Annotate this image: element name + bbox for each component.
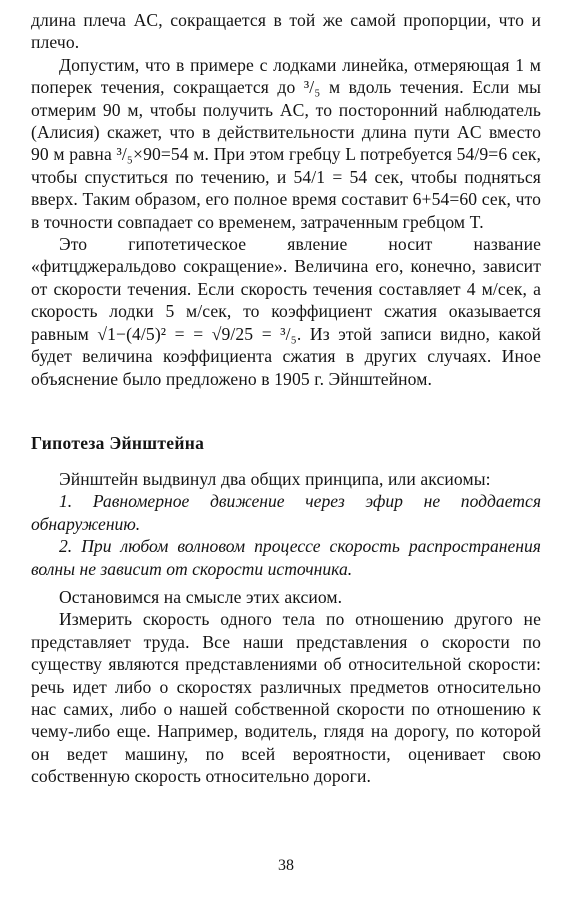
paragraph-fitzgerald-contraction: Это гипотетическое явление носит название «фитцджеральдово сокращение». Величина его, конечно, зависит от скорости течения. Если скорость течения составляет 4 м/сек, а скорость лодки 5 м/сек, то коэффициент сжатия оказывается равным √1−(4/5)² = = √9/25 = ³/₅. Из этой записи видно, какой будет величина коэффициента сжатия в других случаях. Иное объяснение было предложено в 1905 г. Эйнштейном.: [31, 234, 541, 389]
paragraph-einstein-intro: Эйнштейн выдвинул два общих принципа, или аксиомы:: [59, 468, 491, 489]
paragraph-continuation: длина плеча AC, сокращается в той же самой пропорции, что и плечо.: [31, 10, 541, 53]
page-number: 38: [278, 857, 294, 874]
axiom-2: 2. При любом волновом процессе скорость распространения волны не зависит от скорости источника.: [31, 536, 541, 579]
paragraph-relative-speed: Измерить скорость одного тела по отношению другого не представляет труда. Все наши представления о скорости по существу являются представлениями об относительной скорости: речь идет либо о скоростях различных предметов относительно нас самих, либо о нашей собственной скорости по отношению к чему-либо еще. Например, водитель, глядя на дорогу, по которой он ведет машину, по всей вероятности, оценивает свою собственную скорость относительно дороги.: [31, 609, 541, 787]
section-heading: Гипотеза Эйнштейна: [31, 432, 205, 453]
book-page: [31, 9, 541, 788]
paragraph-axioms-meaning: Остановимся на смысле этих аксиом.: [59, 586, 343, 607]
paragraph-boats-example: Допустим, что в примере с лодками линейка, отмеряющая 1 м поперек течения, сокращается до ³/₅ м вдоль течения. Если мы отмерим 90 м, чтобы получить AC, то посторонний наблюдатель (Алисия) скажет, что в действительности длина пути AC вместо 90 м равна ³/₅×90=54 м. При этом гребцу L потребуется 54/9=6 сек, чтобы спуститься по течению, и 54/1 = 54 сек, чтобы подняться вверх. Таким образом, его полное время составит 6+54=60 сек, что в точности совпадает со временем, затраченным гребцом T.: [31, 54, 541, 232]
axiom-1: 1. Равномерное движение через эфир не поддается обнаружению.: [31, 491, 541, 534]
